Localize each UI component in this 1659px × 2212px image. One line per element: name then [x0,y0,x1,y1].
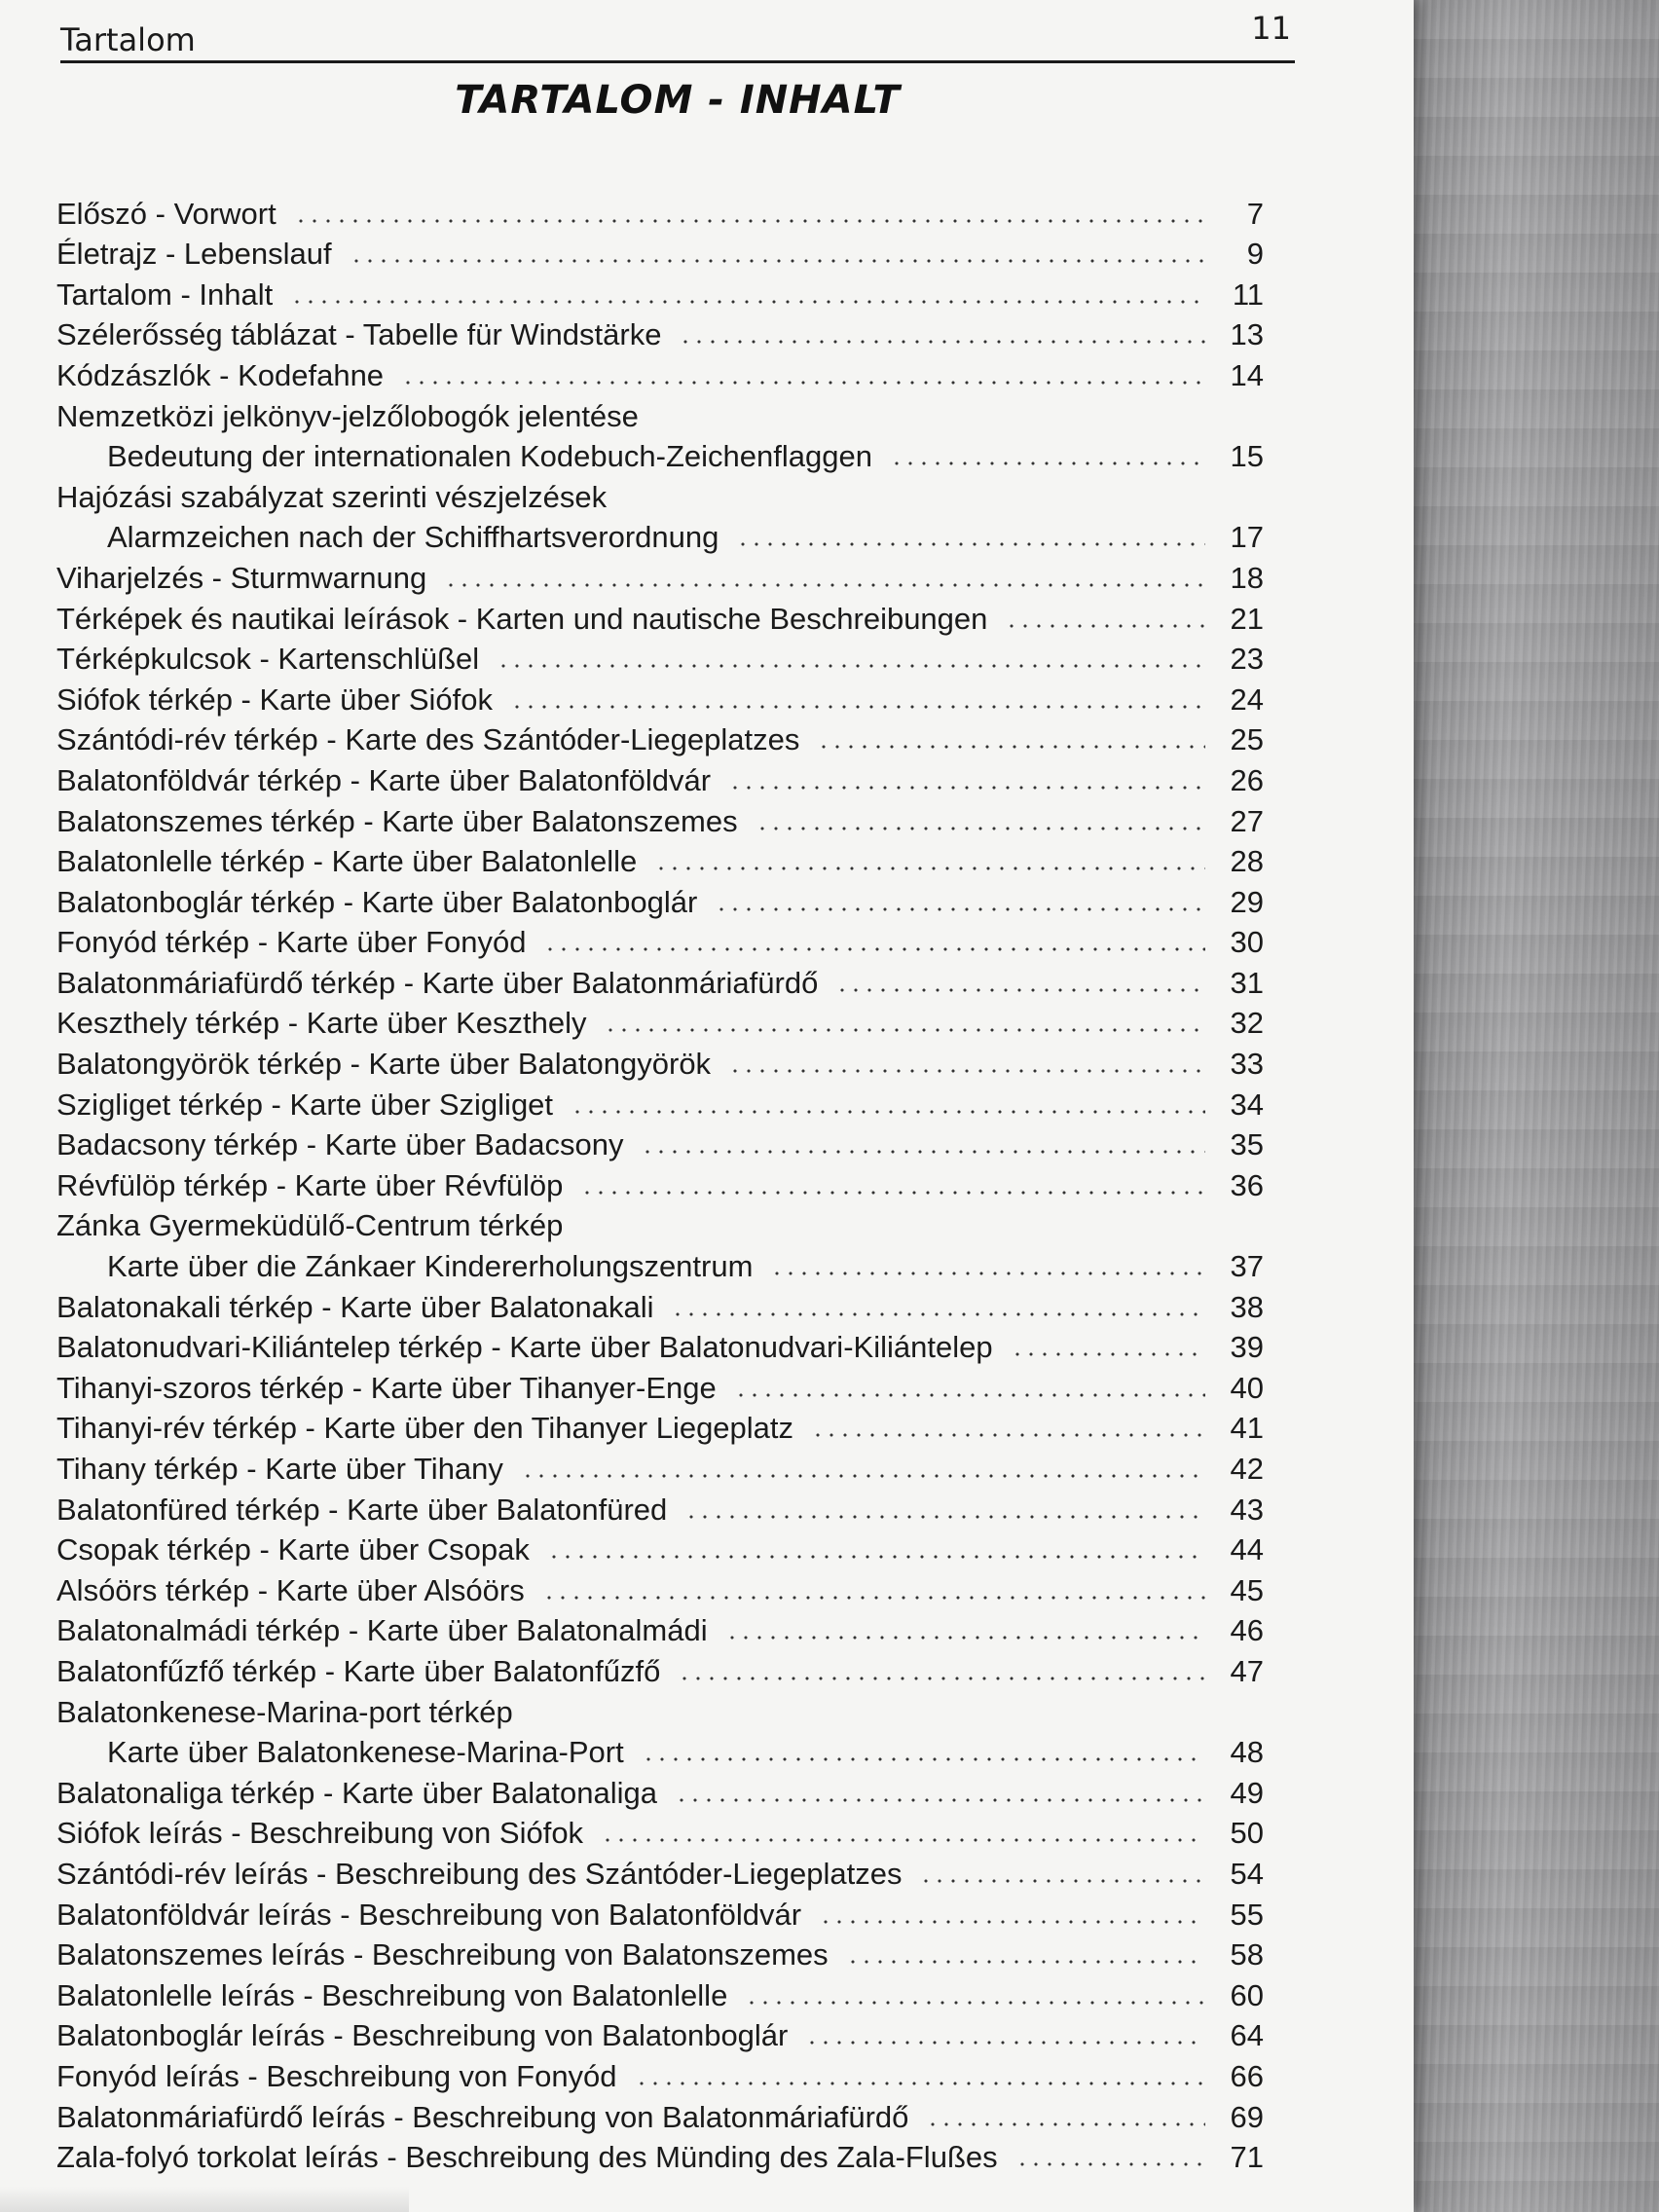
wood-background [1402,0,1659,2212]
toc-entry-page: 11 [1232,276,1264,312]
toc-entry-title: Kódzászlók - Kodefahne [56,357,385,392]
dot-leader [497,664,1205,668]
toc-entry-title: Balatonföldvár térkép - Karte über Balatonföldvár [56,762,712,797]
toc-entry [56,1203,1264,1244]
toc-entry [56,1892,1264,1933]
toc-entry-title: Térképkulcsok - Kartenschlüßel [56,642,480,677]
toc-entry-page: 50 [1230,1816,1264,1851]
toc-entry-page: 38 [1230,1289,1264,1324]
toc-entry [56,1730,1264,1771]
toc-entry [56,272,1264,313]
toc-entry-page: 25 [1230,722,1264,757]
dot-leader [601,1838,1205,1842]
page-number: 11 [1251,10,1291,47]
toc-entry-page: 66 [1230,2058,1264,2093]
toc-entry-title: Siófok térkép - Karte über Siófok [56,682,494,717]
toc-entry-page: 13 [1230,317,1264,352]
dot-leader [770,1272,1205,1275]
dot-leader [728,786,1205,790]
dot-leader [510,705,1205,709]
dot-leader [675,1798,1205,1802]
toc-entry-page: 26 [1230,762,1264,797]
toc-entry-page: 23 [1230,642,1264,677]
dot-leader [679,340,1205,344]
toc-entry-page: 44 [1230,1532,1264,1567]
dot-leader [571,1110,1205,1114]
toc-entry-title: Siófok leírás - Beschreibung von Siófok [56,1816,584,1851]
toc-entry-page: 32 [1230,1006,1264,1041]
toc-entry-page: 55 [1230,1897,1264,1932]
toc-entry-page: 27 [1230,803,1264,838]
toc-entry [56,879,1264,920]
toc-entry-page: 46 [1230,1613,1264,1648]
toc-entry-page: 37 [1230,1249,1264,1284]
toc-entry-page: 60 [1230,1977,1264,2012]
toc-entry [56,515,1264,556]
toc-entry-page: 15 [1230,439,1264,474]
toc-entry [56,1365,1264,1406]
dot-leader [642,1757,1205,1761]
toc-entry-title: Balatonboglár térkép - Karte über Balatonboglár [56,884,698,919]
dot-leader [635,2082,1205,2085]
toc-entry-title: Balatonakali térkép - Karte über Balatonakali [56,1289,654,1324]
dot-leader [728,1069,1205,1073]
table-of-contents [56,191,1264,2175]
toc-entry-page: 40 [1230,1370,1264,1405]
toc-entry-title: Alarmzeichen nach der Schiffhartsverordnung [107,520,719,555]
toc-entry-title: Balatonfüred térkép - Karte über Balatonfüred [56,1492,668,1527]
toc-entry-title: Balatonszemes térkép - Karte über Balatonszemes [56,803,738,838]
toc-entry-title: Szántódi-rév térkép - Karte des Szántóder-Liegeplatzes [56,722,800,757]
dot-leader [580,1191,1205,1195]
toc-entry-title: Balatonalmádi térkép - Karte über Balatonalmádi [56,1613,708,1648]
toc-entry-page: 47 [1230,1653,1264,1688]
toc-entry-page: 21 [1230,601,1264,636]
dot-leader [805,2041,1205,2045]
dot-leader [817,745,1205,749]
toc-entry-page: 14 [1230,357,1264,392]
toc-entry-title: Viharjelzés - Sturmwarnung [56,560,427,595]
dot-leader [736,542,1205,546]
toc-entry [56,1487,1264,1528]
toc-entry-page: 30 [1230,925,1264,960]
toc-entry [56,1446,1264,1487]
toc-entry-title: Fonyód térkép - Karte über Fonyód [56,925,527,960]
toc-entry [56,1933,1264,1973]
dot-leader [745,2001,1205,2005]
toc-entry [56,637,1264,678]
toc-entry [56,839,1264,880]
toc-entry-title: Fonyód leírás - Beschreibung von Fonyód [56,2058,617,2093]
toc-entry [56,1082,1264,1123]
toc-entry [56,191,1264,232]
toc-entry-page: 64 [1230,2018,1264,2053]
toc-entry-title: Szántódi-rév leírás - Beschreibung des Szántóder-Liegeplatzes [56,1856,903,1891]
dot-leader [444,583,1205,587]
toc-entry-title: Bedeutung der internationalen Kodebuch-Zeichenflaggen [107,439,872,474]
dot-leader [811,1433,1205,1437]
dot-leader [819,1920,1205,1924]
toc-entry [56,393,1264,434]
page-title: TARTALOM - INHALT [455,78,901,123]
toc-entry-title: Zala-folyó torkolat leírás - Beschreibung des Münding des Zala-Flußes [56,2140,998,2175]
toc-entry [56,757,1264,798]
toc-entry-page: 41 [1230,1411,1264,1446]
toc-entry-title: Balatonudvari-Kiliántelep térkép - Karte über Balatonudvari-Kiliántelep [56,1330,993,1365]
toc-entry-page: 43 [1230,1492,1264,1527]
toc-entry [56,920,1264,961]
toc-entry-page: 24 [1230,682,1264,717]
toc-entry [56,555,1264,596]
toc-entry-title: Hajózási szabályzat szerinti vészjelzések [56,479,608,514]
toc-entry-title: Balatonföldvár leírás - Beschreibung von Balatonföldvár [56,1897,802,1932]
toc-entry-title: Karte über die Zánkaer Kindererholungszentrum [107,1249,754,1284]
toc-entry-title: Keszthely térkép - Karte über Keszthely [56,1006,587,1041]
toc-entry-page: 39 [1230,1330,1264,1365]
toc-entry-page: 28 [1230,844,1264,879]
dot-leader [294,219,1205,223]
dot-leader [1015,2162,1205,2166]
toc-entry [56,1243,1264,1284]
dot-leader [715,907,1205,911]
dot-leader [1011,1352,1205,1356]
running-title: Tartalom [60,21,196,58]
toc-entry [56,1406,1264,1447]
toc-entry [56,1162,1264,1203]
dot-leader [641,1150,1205,1154]
toc-entry-title: Karte über Balatonkenese-Marina-Port [107,1735,624,1770]
toc-entry-title: Szigliget térkép - Karte über Szigliget [56,1087,554,1122]
toc-entry-page: 17 [1230,520,1264,555]
dot-leader [547,1555,1205,1559]
toc-entry-title: Balatonlelle leírás - Beschreibung von Balatonlelle [56,1977,728,2012]
toc-entry-title: Tihany térkép - Karte über Tihany [56,1452,503,1486]
toc-entry-title: Balatongyörök térkép - Karte über Balatongyörök [56,1047,712,1082]
toc-entry-page: 35 [1230,1127,1264,1162]
toc-entry-title: Szélerősség táblázat - Tabelle für Windstärke [56,317,662,352]
toc-entry-page: 18 [1230,560,1264,595]
toc-entry-title: Révfülöp térkép - Karte über Révfülöp [56,1167,564,1202]
toc-entry [56,1001,1264,1042]
toc-entry [56,2013,1264,2054]
toc-entry [56,1972,1264,2013]
toc-entry [56,1325,1264,1366]
dot-leader [890,461,1205,465]
dot-leader [401,381,1205,385]
dot-leader [835,988,1205,992]
toc-entry [56,1811,1264,1852]
dot-leader [678,1677,1205,1680]
toc-entry [56,1284,1264,1325]
toc-entry [56,960,1264,1001]
toc-entry-title: Életrajz - Lebenslauf [56,237,332,272]
toc-entry-page: 36 [1230,1167,1264,1202]
toc-entry-page: 48 [1230,1735,1264,1770]
toc-entry-title: Előszó - Vorwort [56,196,276,231]
dot-leader [926,2122,1205,2126]
toc-entry-page: 45 [1230,1572,1264,1607]
dot-leader [684,1515,1205,1519]
toc-entry-title: Balatonfűzfő térkép - Karte über Balatonfűzfő [56,1653,661,1688]
toc-entry [56,1648,1264,1689]
toc-entry [56,434,1264,475]
toc-entry [56,1689,1264,1730]
toc-entry-title: Balatonaliga térkép - Karte über Balatonaliga [56,1775,657,1810]
toc-entry-page: 33 [1230,1047,1264,1082]
toc-entry-title: Balatonkenese-Marina-port térkép [56,1694,513,1729]
toc-entry [56,474,1264,515]
toc-entry-title: Csopak térkép - Karte über Csopak [56,1532,530,1567]
dot-leader [521,1474,1205,1478]
toc-entry [56,232,1264,273]
dot-leader [542,1596,1205,1600]
toc-entry [56,1528,1264,1568]
toc-entry [56,1608,1264,1649]
toc-entry-page: 9 [1246,237,1264,272]
toc-entry-title: Nemzetközi jelkönyv-jelzőlobogók jelentése [56,398,639,433]
toc-entry-title: Térképek és nautikai leírások - Karten und nautische Beschreibungen [56,601,988,636]
toc-entry [56,798,1264,839]
dot-leader [919,1879,1205,1883]
toc-entry [56,1123,1264,1163]
toc-entry-page: 31 [1230,965,1264,1000]
toc-entry [56,2094,1264,2135]
toc-entry [56,677,1264,718]
dot-leader [654,866,1205,870]
toc-entry [56,1851,1264,1892]
dot-leader [846,1960,1205,1964]
toc-entry-page: 29 [1230,884,1264,919]
toc-entry-title: Balatonszemes leírás - Beschreibung von Balatonszemes [56,1937,829,1972]
page-footer [0,2187,409,2212]
toc-entry [56,1567,1264,1608]
toc-entry-title: Zánka Gyermeküdülő-Centrum térkép [56,1208,564,1243]
toc-entry [56,352,1264,393]
toc-entry-title: Balatonmáriafürdő leírás - Beschreibung von Balatonmáriafürdő [56,2099,909,2134]
dot-leader [543,947,1205,951]
toc-entry-page: 69 [1230,2099,1264,2134]
toc-entry [56,2135,1264,2176]
dot-leader [756,827,1205,830]
toc-entry [56,596,1264,637]
toc-entry [56,718,1264,758]
toc-entry [56,1041,1264,1082]
toc-entry-page: 71 [1230,2140,1264,2175]
toc-entry [56,313,1264,353]
dot-leader [290,300,1205,304]
dot-leader [604,1028,1205,1032]
toc-entry-title: Balatonboglár leírás - Beschreibung von Balatonboglár [56,2018,789,2053]
toc-entry-title: Alsóörs térkép - Karte über Alsóörs [56,1572,525,1607]
toc-entry-page: 49 [1230,1775,1264,1810]
toc-entry-page: 7 [1246,196,1264,231]
toc-entry-title: Tihanyi-rév térkép - Karte über den Tihanyer Liegeplatz [56,1411,794,1446]
toc-entry-page: 54 [1230,1856,1264,1891]
toc-entry [56,1770,1264,1811]
dot-leader [671,1312,1205,1316]
toc-entry-title: Tihanyi-szoros térkép - Karte über Tihanyer-Enge [56,1370,717,1405]
toc-entry-title: Tartalom - Inhalt [56,276,274,312]
dot-leader [1005,624,1205,628]
toc-entry [56,2053,1264,2094]
toc-entry-page: 58 [1230,1937,1264,1972]
toc-entry-title: Badacsony térkép - Karte über Badacsony [56,1127,624,1162]
toc-entry-page: 42 [1230,1452,1264,1486]
toc-entry-title: Balatonmáriafürdő térkép - Karte über Balatonmáriafürdő [56,965,819,1000]
running-header [60,10,1295,63]
dot-leader [350,259,1205,263]
toc-entry-title: Balatonlelle térkép - Karte über Balatonlelle [56,844,638,879]
toc-entry-page: 34 [1230,1087,1264,1122]
dot-leader [725,1636,1205,1640]
dot-leader [734,1393,1205,1397]
